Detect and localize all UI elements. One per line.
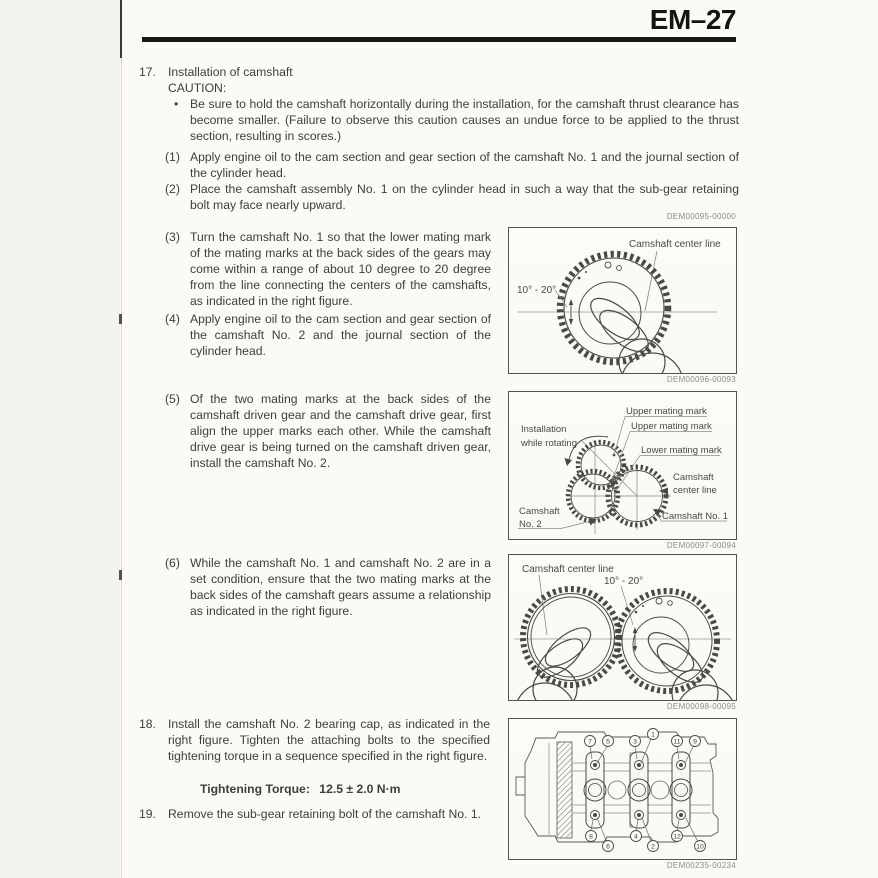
bearing-cap-icon [628,752,650,828]
fig1-angle-label: 10° - 20° [517,285,557,296]
figure-caption: DEM00098-00095 [666,702,736,711]
fig2-upper-mark-label-1: Upper mating mark [626,406,707,417]
bolt-number: 7 [588,738,592,746]
bolt-number: 11 [673,738,681,746]
substep-number: (6) [165,556,180,570]
substep-number: (4) [165,312,180,326]
bolt-number: 8 [589,833,593,841]
bolt-number: 10 [696,843,704,851]
step-17-number: 17. [139,65,156,79]
fig3-angle-label: 10° - 20° [604,576,644,587]
gear-icon [560,254,683,373]
torque-value: 12.5 ± 2.0 N·m [319,782,401,796]
torque-spec [200,781,401,797]
substep-text: Apply engine oil to the cam section and gear section of the camshaft No. 2 and the journal section of the cylinder head. [190,312,491,358]
caution-text: Be sure to hold the camshaft horizontally during the installation, for the camshaft thrust clearance has become smaller. (Failure to observe this caution causes an undue force to be applied to the thrust section, resulting in scores.) [190,97,739,143]
cylinder-head-drawing [509,719,736,859]
fig3-center-line-label: Camshaft center line [522,564,614,575]
page-title: EM–27 [649,4,736,35]
fig2-center-line-label-1: Camshaft [673,472,714,483]
fig2-install-label-1: Installation [521,424,567,435]
page-edge-line [121,58,122,878]
figure-ref-code: DEM00095-00000 [666,212,736,221]
substep-text: Of the two mating marks at the back sides of the camshaft driven gear and the camshaft drive gear, first align the upper marks each other. While the camshaft drive gear is being turned on the camshaft driven gear, install the camshaft No. 2. [190,392,491,470]
substep-number: (5) [165,392,180,406]
fig2-camshaft2-label-2: No. 2 [519,519,542,530]
bolt-number: 9 [693,738,697,746]
fig2-lower-mark-label: Lower mating mark [641,445,722,456]
figure-caption: DEM00097-00094 [666,541,736,550]
caution-label: CAUTION: [168,81,227,95]
torque-label: Tightening Torque: [200,782,310,796]
substep-text: While the camshaft No. 1 and camshaft No. 2 are in a set condition, ensure that the two mating marks at the back sides of the camshaft gears assume a relationship as indicated in the right figure. [190,556,491,618]
bearing-cap-icon [670,752,692,828]
gear-rotating-position-icon [578,442,624,488]
step-18-number: 18. [139,717,156,731]
bolt-number: 6 [606,843,610,851]
substep-number: (2) [165,182,180,196]
bolt-number: 3 [633,738,637,746]
figure-gears-meshed [508,554,737,701]
fig2-center-line-label-2: center line [673,485,717,496]
step-19-text: Remove the sub-gear retaining bolt of the camshaft No. 1. [168,807,481,821]
substep-text: Apply engine oil to the cam section and gear section of the camshaft No. 1 and the journal section of the cylinder head. [190,150,739,180]
figure-bolt-sequence [508,718,737,860]
step-18-text: Install the camshaft No. 2 bearing cap, as indicated in the right figure. Tighten the attaching bolts to the specified tightening torque in a sequence specified in the right figure. [168,717,490,763]
substep-number: (1) [165,150,180,164]
bolt-number: 2 [651,843,655,851]
bolt-number: 12 [673,833,681,841]
bolt-number: 4 [634,833,638,841]
timing-gear-icon [557,742,572,838]
figure-camshaft-angle [508,227,737,374]
figure-caption: DEM00096-00093 [666,375,736,384]
scan-speck [119,570,122,580]
step-17-title: Installation of camshaft [168,65,293,79]
fig1-center-line-label: Camshaft center line [629,239,721,250]
figure-caption: DEM00235-00234 [666,861,736,870]
figure-mating-marks [508,391,737,540]
step-19-number: 19. [139,807,156,821]
substep-number: (3) [165,230,180,244]
fig2-camshaft1-label: Camshaft No. 1 [662,511,728,522]
substep-text: Turn the camshaft No. 1 so that the lower mating mark of the mating marks at the back sides of the gears may come within a range of about 10 degree to 20 degree from the line connecting the centers of the camshafts, as indicated in the right figure. [190,230,491,308]
bearing-cap-icon [584,752,606,828]
bolt-number: 1 [651,731,655,739]
meshed-gears-drawing [509,555,736,700]
fig2-camshaft2-label-1: Camshaft [519,506,560,517]
fig2-upper-mark-label-2: Upper mating mark [631,421,712,432]
scan-edge-mark [120,0,122,58]
bullet-icon: • [174,97,179,111]
bolt-number: 5 [606,738,610,746]
camshaft-gear-drawing [509,228,736,373]
gear-driven-icon [515,589,619,700]
substep-text: Place the camshaft assembly No. 1 on the cylinder head in such a way that the sub-gear retaining bolt may face nearly upward. [190,182,739,212]
scan-speck [119,314,122,324]
fig2-install-label-2: while rotating [521,438,577,449]
gear-alignment-drawing [509,392,736,539]
header-rule [142,37,736,42]
page-left-margin [0,0,120,878]
